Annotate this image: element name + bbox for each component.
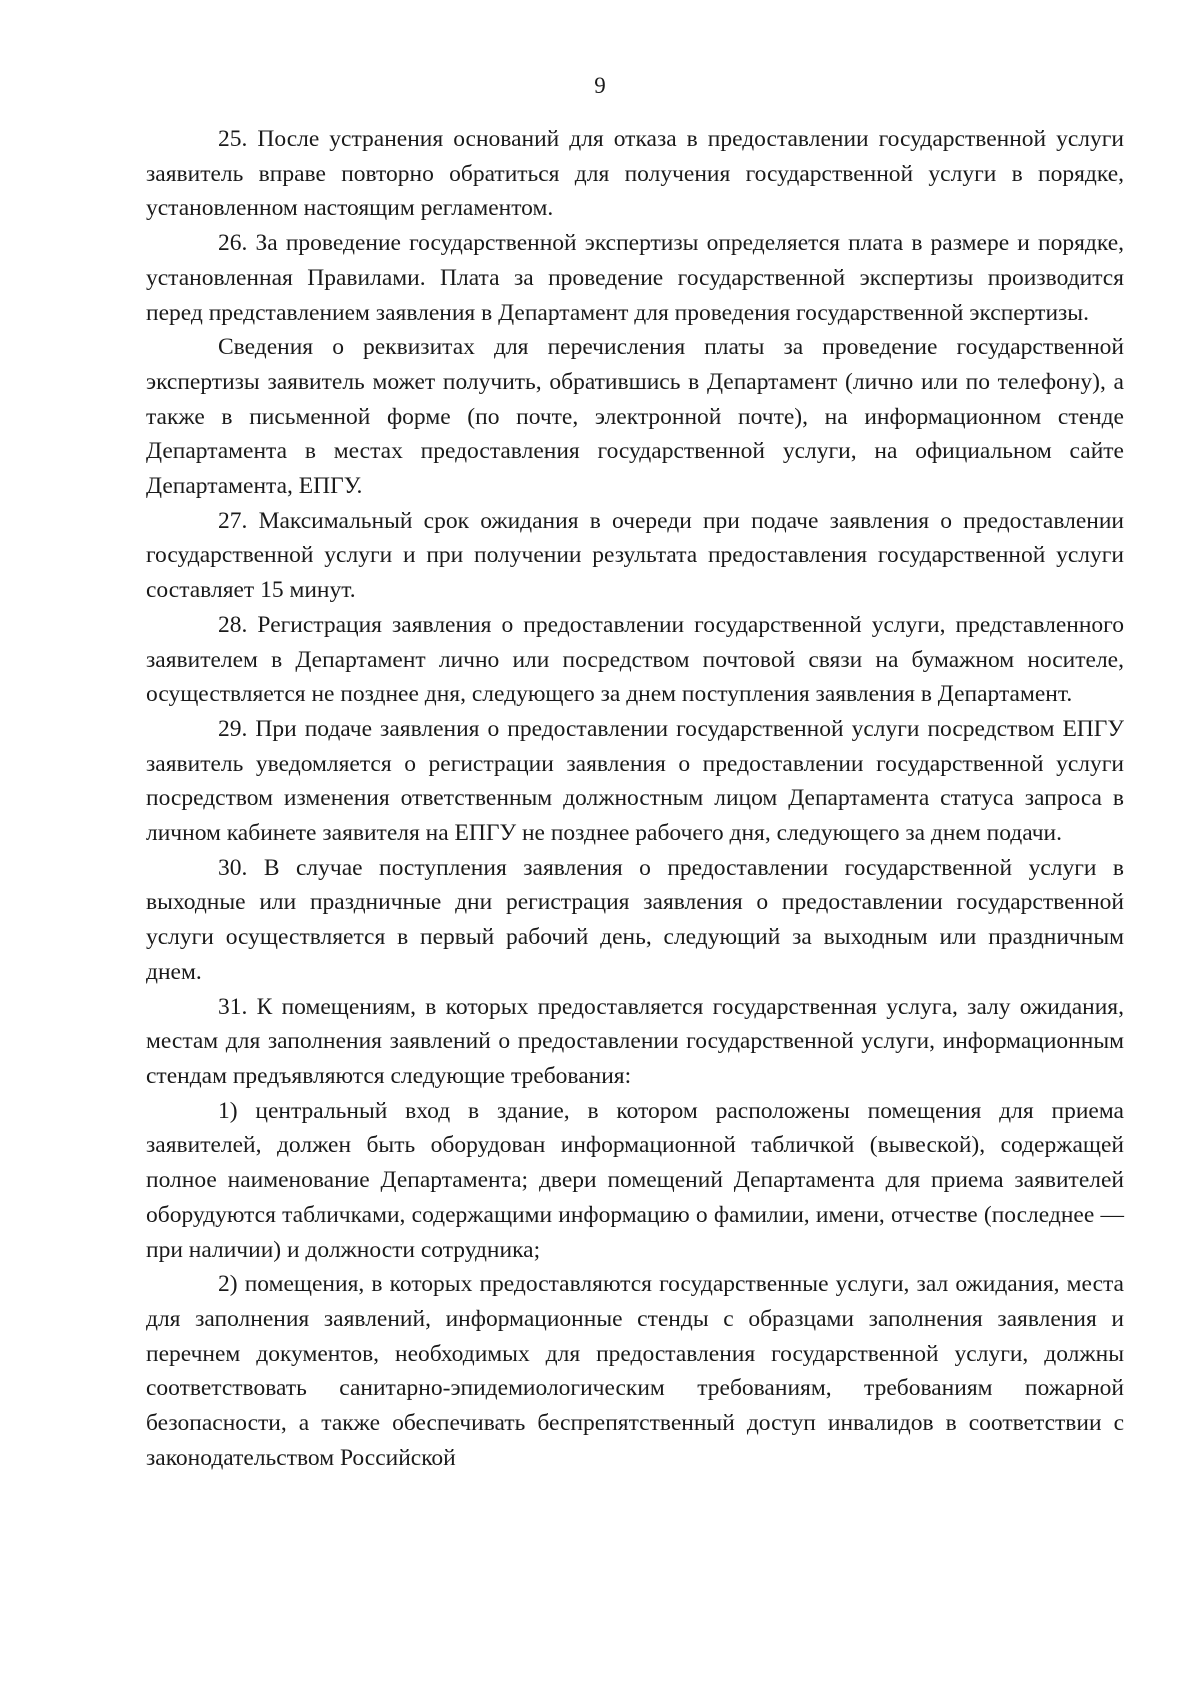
paragraph-28: 28. Регистрация заявления о предоставлении государственной услуги, представленного заявителем в Департамент лично или посредством почтовой связи на бумажном носителе, осуществляется не позднее дня, следующего за днем поступления заявления в Департамент. (146, 611, 1124, 708)
list-item-1: 1) центральный вход в здание, в котором расположены помещения для приема заявителей, должен быть оборудован информационной табличкой (вывеской), содержащей полное наименование Департамента; двери помещений Департамента для приема заявителей оборудуются табличками, содержащими информацию о фамилии, имени, отчестве (последнее — при наличии) и должности сотрудника; (146, 1097, 1124, 1263)
paragraph-27: 27. Максимальный срок ожидания в очереди при подаче заявления о предоставлении государственной услуги и при получении результата предоставления государственной услуги составляет 15 минут. (146, 507, 1124, 604)
paragraph-29: 29. При подаче заявления о предоставлении государственной услуги посредством ЕПГУ заявитель уведомляется о регистрации заявления о предоставлении государственной услуги посредством изменения ответственным должностным лицом Департамента статуса запроса в личном кабинете заявителя на ЕПГУ не позднее рабочего дня, следующего за днем подачи. (146, 715, 1124, 847)
paragraph-30: 30. В случае поступления заявления о предоставлении государственной услуги в выходные или праздничные дни регистрация заявления о предоставлении государственной услуги осуществляется в первый рабочий день, следующий за выходным или праздничным днем. (146, 854, 1124, 985)
document-body (146, 122, 1124, 1475)
paragraph-31: 31. К помещениям, в которых предоставляется государственная услуга, залу ожидания, местам для заполнения заявлений о предоставлении государственной услуги, информационным стендам предъявляются следующие требования: (146, 993, 1124, 1089)
paragraph-25: 25. После устранения оснований для отказа в предоставлении государственной услуги заявитель вправе повторно обратиться для получения государственной услуги в порядке, установленном настоящим регламентом. (146, 126, 1124, 222)
list-item-2: 2) помещения, в которых предоставляются государственные услуги, зал ожидания, места для заполнения заявлений, информационные стенды с образцами заполнения заявления и перечнем документов, необходимых для предоставления государственной услуги, должны соответствовать санитарно-эпидемиологическим требованиям, требованиям пожарной безопасности, а также обеспечивать беспрепятственный доступ инвалидов в соответствии с законодательством Российской (146, 1271, 1124, 1471)
page-number: 9 (594, 73, 606, 98)
paragraph-26: 26. За проведение государственной экспертизы определяется плата в размере и порядке, установленная Правилами. Плата за проведение государственной экспертизы производится перед представлением заявления в Департамент для проведения государственной экспертизы. (146, 230, 1124, 326)
paragraph-requisites: Сведения о реквизитах для перечисления платы за проведение государственной экспертизы заявитель может получить, обратившись в Департамент (лично или по телефону), а также в письменной форме (по почте, электронной почте), на информационном стенде Департамента в местах предоставления государственной услуги, на официальном сайте Департамента, ЕПГУ. (146, 334, 1124, 500)
